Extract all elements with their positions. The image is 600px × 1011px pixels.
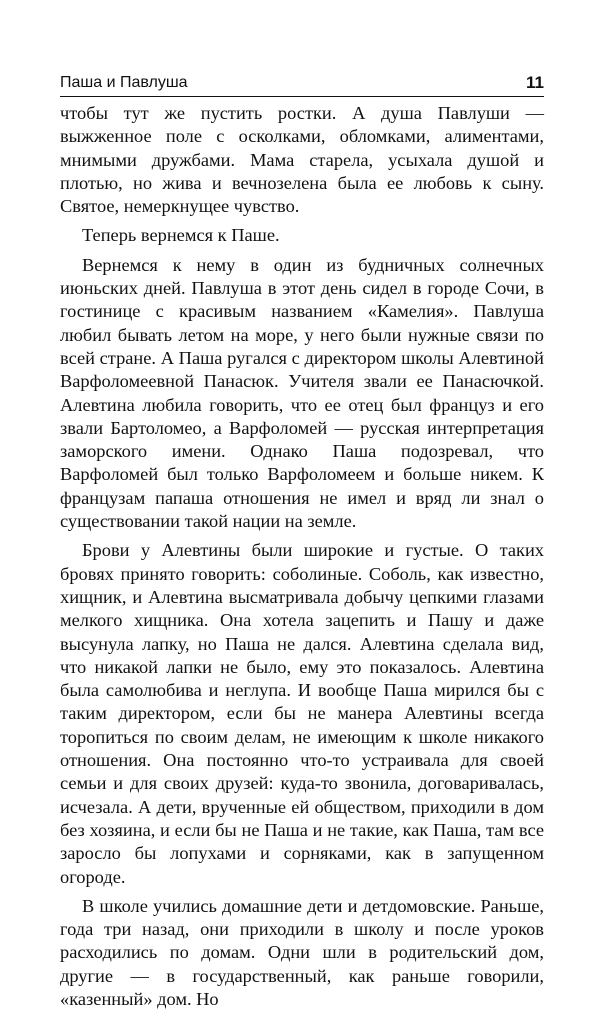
- body-text: [60, 102, 544, 1011]
- running-title: Паша и Павлуша: [60, 74, 188, 91]
- running-header: [60, 66, 544, 96]
- paragraph: Теперь вернемся к Паше.: [82, 225, 280, 246]
- paragraph: В школе учились домашние дети и детдомовские. Раньше, года три назад, они приходили в школу и после уроков расходились по домам. Одни шли в родительский дом, другие — в государственный, как раньше говорили, «казенный» дом. Но: [60, 895, 544, 1009]
- paragraph: Вернемся к нему в один из будничных солнечных июньских дней. Павлуша в этот день сидел в городе Сочи, в гостинице с красивым названием «Камелия». Павлуша любил бывать летом на море, у него были нужные связи по всей стране. А Паша ругался с директором школы Алевтиной Варфоломеевной Панасюк. Учителя звали ее Панасючкой. Алевтина любила говорить, что ее отец был француз и его звали Бартоломео, а Варфоломей — русская интерпретация заморского имени. Однако Паша подозревал, что Варфоломей был только Варфоломеем и больше никем. К французам папаша отношения не имел и вряд ли знал о существовании такой нации на земле.: [60, 254, 544, 532]
- header-rule: [60, 96, 544, 97]
- paragraph: чтобы тут же пустить ростки. А душа Павлуши — выжженное поле с осколками, обломками, алиментами, мнимыми дружбами. Мама старела, усыхала душой и плотью, но жива и вечнозелена была ее любовь к сыну. Святое, немеркнущее чувство.: [60, 103, 544, 217]
- paragraph: Брови у Алевтины были широкие и густые. О таких бровях принято говорить: соболиные. Соболь, как известно, хищник, и Алевтина высматривала добычу цепкими глазами мелкого хищника. Она хотела зацепить и Пашу и даже высунула лапку, но Паша не дался. Алевтина сделала вид, что никакой лапки не было, ему это показалось. Алевтина была самолюбива и неглупа. И вообще Паша мирился бы с таким директором, если бы не манера Алевтины всегда торопиться по своим делам, не имеющим к школе никакого отношения. Она постоянно что-то устраивала для своей семьи и для своих друзей: куда-то звонила, договаривалась, исчезала. А дети, врученные ей обществом, приходили в дом без хозяина, и если бы не Паша и не такие, как Паша, там все заросло бы лопухами и сорняками, как в запущенном огороде.: [60, 540, 544, 887]
- book-page: [60, 66, 544, 1011]
- page-number: 11: [526, 73, 544, 92]
